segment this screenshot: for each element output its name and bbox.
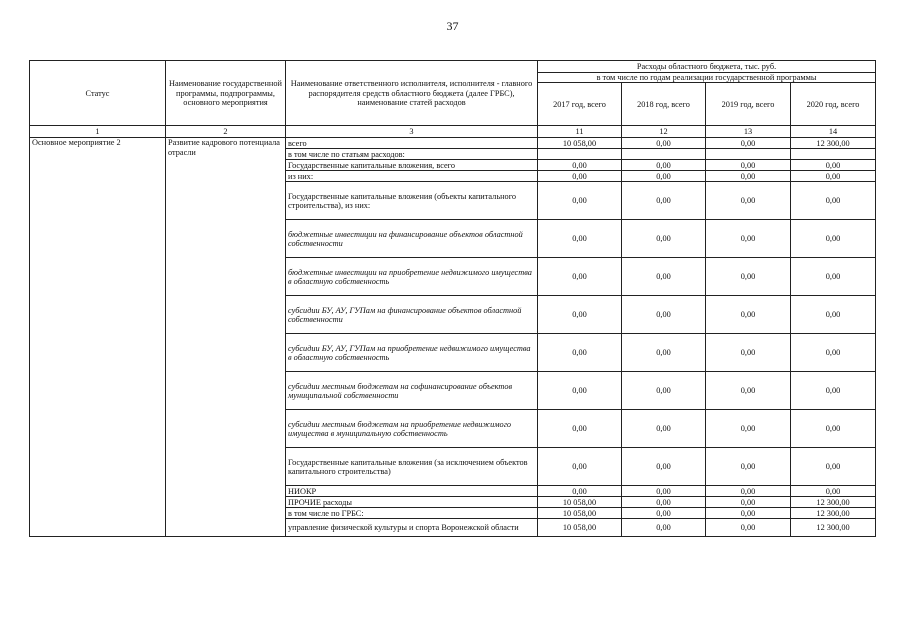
status-value: Основное мероприятие 2 bbox=[30, 138, 166, 537]
cell-2020: 0,00 bbox=[791, 372, 876, 410]
row-name: бюджетные инвестиции на финансирование объектов областной собственности bbox=[286, 220, 538, 258]
cell-2018: 0,00 bbox=[622, 138, 706, 149]
cell-2019: 0,00 bbox=[706, 220, 791, 258]
cell-2019: 0,00 bbox=[706, 486, 791, 497]
cell-2018: 0,00 bbox=[622, 410, 706, 448]
row-name: Государственные капитальные вложения (объекты капитального строительства), из них: bbox=[286, 182, 538, 220]
cell-2019: 0,00 bbox=[706, 372, 791, 410]
cell-2020: 12 300,00 bbox=[791, 519, 876, 537]
cell-2018: 0,00 bbox=[622, 448, 706, 486]
cell-2018: 0,00 bbox=[622, 519, 706, 537]
header-program-name: Наименование государственной программы, подпрограммы, основного мероприятия bbox=[166, 61, 286, 126]
cell-2020: 0,00 bbox=[791, 171, 876, 182]
cell-2020: 0,00 bbox=[791, 410, 876, 448]
row-name: бюджетные инвестиции на приобретение недвижимого имущества в областную собственность bbox=[286, 258, 538, 296]
header-executor: Наименование ответственного исполнителя, исполнителя - главного распорядителя средств областного бюджета (далее ГРБС), наименование статей расходов bbox=[286, 61, 538, 126]
cell-2017: 0,00 bbox=[538, 160, 622, 171]
row-name: управление физической культуры и спорта Воронежской области bbox=[286, 519, 538, 537]
cell-2018: 0,00 bbox=[622, 220, 706, 258]
cell-2018 bbox=[622, 149, 706, 160]
column-number: 13 bbox=[706, 126, 791, 138]
budget-table bbox=[29, 60, 876, 537]
cell-2020: 12 300,00 bbox=[791, 508, 876, 519]
column-number: 3 bbox=[286, 126, 538, 138]
header-year-2017: 2017 год, всего bbox=[538, 83, 622, 126]
cell-2019: 0,00 bbox=[706, 519, 791, 537]
cell-2017: 10 058,00 bbox=[538, 497, 622, 508]
cell-2017: 10 058,00 bbox=[538, 508, 622, 519]
row-name: в том числе по статьям расходов: bbox=[286, 149, 538, 160]
cell-2020: 0,00 bbox=[791, 334, 876, 372]
cell-2018: 0,00 bbox=[622, 497, 706, 508]
cell-2019: 0,00 bbox=[706, 334, 791, 372]
header-year-2019: 2019 год, всего bbox=[706, 83, 791, 126]
cell-2020: 12 300,00 bbox=[791, 497, 876, 508]
header-year-2018: 2018 год, всего bbox=[622, 83, 706, 126]
cell-2019: 0,00 bbox=[706, 448, 791, 486]
row-name: субсидии БУ, АУ, ГУПам на финансирование объектов областной собственности bbox=[286, 296, 538, 334]
header-status: Статус bbox=[30, 61, 166, 126]
column-number: 12 bbox=[622, 126, 706, 138]
cell-2020: 0,00 bbox=[791, 258, 876, 296]
column-number: 1 bbox=[30, 126, 166, 138]
column-number: 2 bbox=[166, 126, 286, 138]
cell-2017: 0,00 bbox=[538, 486, 622, 497]
row-name: в том числе по ГРБС: bbox=[286, 508, 538, 519]
row-name: Государственные капитальные вложения, всего bbox=[286, 160, 538, 171]
cell-2018: 0,00 bbox=[622, 296, 706, 334]
row-name: всего bbox=[286, 138, 538, 149]
cell-2017: 0,00 bbox=[538, 296, 622, 334]
cell-2020: 0,00 bbox=[791, 486, 876, 497]
cell-2020: 0,00 bbox=[791, 296, 876, 334]
cell-2018: 0,00 bbox=[622, 258, 706, 296]
cell-2020: 0,00 bbox=[791, 160, 876, 171]
cell-2017: 10 058,00 bbox=[538, 138, 622, 149]
cell-2018: 0,00 bbox=[622, 372, 706, 410]
column-number: 11 bbox=[538, 126, 622, 138]
cell-2019: 0,00 bbox=[706, 508, 791, 519]
column-number-row bbox=[30, 126, 876, 138]
row-name: субсидии местным бюджетам на приобретение недвижимого имущества в муниципальную собственность bbox=[286, 410, 538, 448]
cell-2020: 12 300,00 bbox=[791, 138, 876, 149]
header-expenses: Расходы областного бюджета, тыс. руб. bbox=[538, 61, 876, 73]
cell-2020: 0,00 bbox=[791, 182, 876, 220]
cell-2019: 0,00 bbox=[706, 497, 791, 508]
cell-2017: 0,00 bbox=[538, 334, 622, 372]
row-name: из них: bbox=[286, 171, 538, 182]
row-name: субсидии БУ, АУ, ГУПам на приобретение недвижимого имущества в областную собственность bbox=[286, 334, 538, 372]
cell-2018: 0,00 bbox=[622, 486, 706, 497]
cell-2017: 0,00 bbox=[538, 171, 622, 182]
cell-2019: 0,00 bbox=[706, 171, 791, 182]
cell-2018: 0,00 bbox=[622, 508, 706, 519]
page-number: 37 bbox=[446, 19, 459, 33]
cell-2017: 0,00 bbox=[538, 182, 622, 220]
cell-2017: 0,00 bbox=[538, 220, 622, 258]
cell-2020: 0,00 bbox=[791, 220, 876, 258]
cell-2019 bbox=[706, 149, 791, 160]
cell-2019: 0,00 bbox=[706, 410, 791, 448]
program-value: Развитие кадрового потенциала отрасли bbox=[166, 138, 286, 537]
header-by-years: в том числе по годам реализации государственной программы bbox=[538, 73, 876, 83]
cell-2017: 0,00 bbox=[538, 410, 622, 448]
cell-2017: 0,00 bbox=[538, 448, 622, 486]
cell-2019: 0,00 bbox=[706, 258, 791, 296]
cell-2017 bbox=[538, 149, 622, 160]
cell-2018: 0,00 bbox=[622, 182, 706, 220]
header-year-2020: 2020 год, всего bbox=[791, 83, 876, 126]
cell-2019: 0,00 bbox=[706, 182, 791, 220]
cell-2017: 0,00 bbox=[538, 258, 622, 296]
row-name: НИОКР bbox=[286, 486, 538, 497]
column-number: 14 bbox=[791, 126, 876, 138]
table-row bbox=[30, 138, 876, 149]
cell-2020: 0,00 bbox=[791, 448, 876, 486]
cell-2020 bbox=[791, 149, 876, 160]
row-name: субсидии местным бюджетам на софинансирование объектов муниципальной собственности bbox=[286, 372, 538, 410]
row-name: Государственные капитальные вложения (за исключением объектов капитального строительства) bbox=[286, 448, 538, 486]
cell-2018: 0,00 bbox=[622, 171, 706, 182]
cell-2019: 0,00 bbox=[706, 138, 791, 149]
row-name: ПРОЧИЕ расходы bbox=[286, 497, 538, 508]
cell-2018: 0,00 bbox=[622, 160, 706, 171]
cell-2017: 0,00 bbox=[538, 372, 622, 410]
cell-2018: 0,00 bbox=[622, 334, 706, 372]
cell-2019: 0,00 bbox=[706, 160, 791, 171]
cell-2019: 0,00 bbox=[706, 296, 791, 334]
cell-2017: 10 058,00 bbox=[538, 519, 622, 537]
